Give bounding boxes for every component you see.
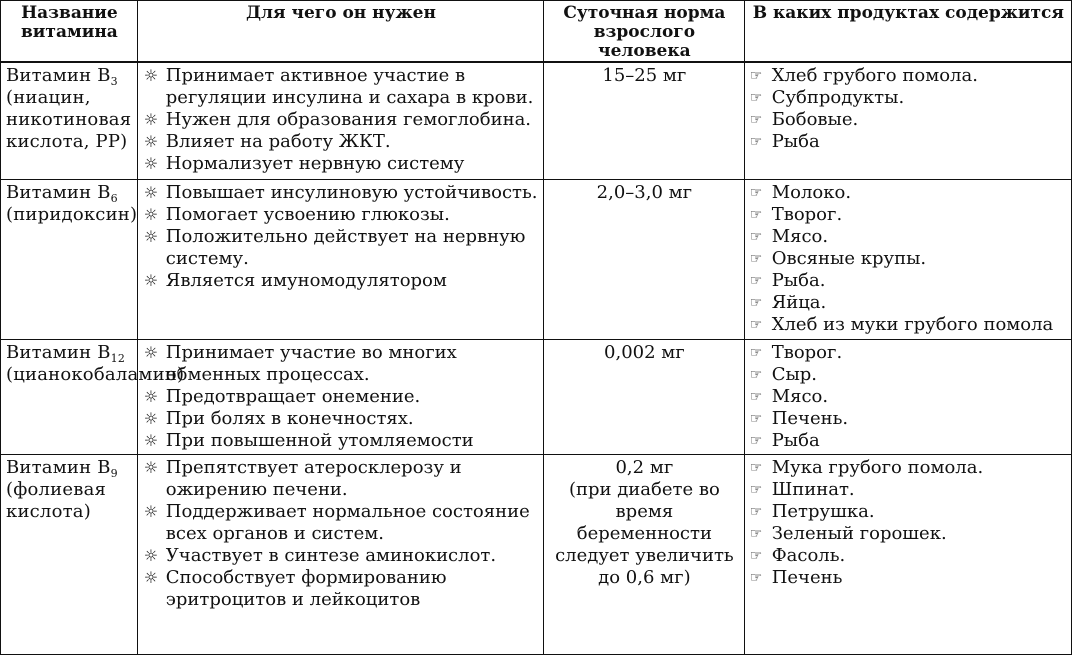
purpose-cell <box>137 454 543 654</box>
pointing-hand-icon: ☞ <box>749 503 763 520</box>
table-row <box>1 339 1072 454</box>
vitamin-subscript: 6 <box>110 191 118 205</box>
purpose-text: При повышенной утомляемости <box>165 429 474 451</box>
list-item <box>143 501 539 545</box>
food-text: Молоко. <box>771 181 852 203</box>
food-text: Печень. <box>771 407 849 429</box>
food-text: Яйца. <box>771 291 827 313</box>
list-item <box>143 270 539 292</box>
purpose-text: Поддерживает нормальное состояние всех органов и систем. <box>165 500 530 544</box>
foods-list <box>750 342 1067 452</box>
daily-norm: 15–25 мг <box>602 65 687 86</box>
list-item <box>750 182 1067 204</box>
purpose-list <box>143 342 539 452</box>
purpose-list <box>143 182 539 292</box>
foods-cell <box>744 62 1071 179</box>
sun-bullet-icon: ☼ <box>143 66 159 85</box>
table-row <box>1 62 1072 179</box>
food-text: Субпродукты. <box>771 87 905 108</box>
sun-bullet-icon: ☼ <box>143 204 159 224</box>
food-text: Сыр. <box>771 363 818 385</box>
list-item <box>143 153 539 175</box>
vitamin-name-cell <box>1 62 138 179</box>
vitamin-name: Витамин B <box>6 65 111 86</box>
foods-list <box>750 65 1067 153</box>
list-item <box>750 314 1067 336</box>
purpose-text: Положительно действует на нервную систему. <box>165 225 526 269</box>
list-item <box>750 204 1067 226</box>
list-item <box>750 131 1067 153</box>
list-item <box>750 226 1067 248</box>
pointing-hand-icon: ☞ <box>749 432 763 449</box>
purpose-cell <box>137 62 543 179</box>
purpose-text: Является имуномодулятором <box>165 269 447 291</box>
sun-bullet-icon: ☼ <box>143 501 159 521</box>
vitamin-alt-name: (цианокобаламин) <box>6 363 185 385</box>
sun-bullet-icon: ☼ <box>143 408 159 428</box>
foods-list <box>750 457 1067 589</box>
sun-bullet-icon: ☼ <box>143 226 159 246</box>
sun-bullet-icon: ☼ <box>143 386 159 406</box>
sun-bullet-icon: ☼ <box>143 342 159 362</box>
header-foods: В каких продуктах содержится <box>744 1 1071 63</box>
list-item <box>750 501 1067 523</box>
list-item <box>143 342 539 386</box>
daily-norm-note: (при диабете во время беременности следует увеличить до 0,6 мг) <box>555 478 734 588</box>
list-item <box>750 65 1067 87</box>
food-text: Мука грубого помола. <box>771 456 984 478</box>
purpose-text: Принимает активное участие в регуляции инсулина и сахара в крови. <box>165 65 534 108</box>
list-item <box>143 204 539 226</box>
table-header-row <box>1 1 1072 63</box>
pointing-hand-icon: ☞ <box>749 250 763 267</box>
pointing-hand-icon: ☞ <box>749 184 763 201</box>
sun-bullet-icon: ☼ <box>143 132 159 151</box>
pointing-hand-icon: ☞ <box>749 228 763 245</box>
vitamin-subscript: 9 <box>110 466 118 480</box>
food-text: Мясо. <box>771 225 829 247</box>
daily-norm: 2,0–3,0 мг <box>596 181 693 203</box>
vitamin-name-cell <box>1 454 138 654</box>
list-item <box>143 408 539 430</box>
vitamin-name-cell <box>1 179 138 339</box>
pointing-hand-icon: ☞ <box>749 366 763 383</box>
norm-cell <box>544 62 745 179</box>
list-item <box>143 386 539 408</box>
vitamin-subscript: 3 <box>110 75 118 88</box>
purpose-text: Принимает участие во многих обменных процессах. <box>165 341 457 385</box>
list-item <box>750 364 1067 386</box>
list-item <box>143 226 539 270</box>
purpose-text: Препятствует атеросклерозу и ожирению печени. <box>165 456 462 500</box>
list-item <box>143 457 539 501</box>
list-item <box>143 65 539 109</box>
list-item <box>750 545 1067 567</box>
daily-norm: 0,002 мг <box>604 341 685 363</box>
food-text: Рыба <box>771 131 820 152</box>
sun-bullet-icon: ☼ <box>143 430 159 450</box>
pointing-hand-icon: ☞ <box>749 481 763 498</box>
vitamin-name: Витамин B <box>6 181 111 203</box>
list-item <box>750 457 1067 479</box>
daily-norm: 0,2 мг <box>615 456 674 478</box>
pointing-hand-icon: ☞ <box>749 134 763 150</box>
purpose-text: Участвует в синтезе аминокислот. <box>165 544 497 566</box>
list-item <box>750 408 1067 430</box>
purpose-text: Нужен для образования гемоглобина. <box>165 109 532 130</box>
pointing-hand-icon: ☞ <box>749 272 763 289</box>
pointing-hand-icon: ☞ <box>749 90 763 106</box>
sun-bullet-icon: ☼ <box>143 457 159 477</box>
food-text: Творог. <box>771 341 843 363</box>
list-item <box>143 545 539 567</box>
list-item <box>750 386 1067 408</box>
sun-bullet-icon: ☼ <box>143 182 159 202</box>
list-item <box>143 131 539 153</box>
purpose-text: Способствует формированию эритроцитов и лейкоцитов <box>165 566 447 610</box>
vitamin-subscript: 12 <box>110 351 126 365</box>
list-item <box>750 567 1067 589</box>
sun-bullet-icon: ☼ <box>143 567 159 587</box>
foods-cell <box>744 454 1071 654</box>
pointing-hand-icon: ☞ <box>749 547 763 564</box>
list-item <box>750 430 1067 452</box>
pointing-hand-icon: ☞ <box>749 294 763 311</box>
purpose-text: Помогает усвоению глюкозы. <box>165 203 450 225</box>
pointing-hand-icon: ☞ <box>749 459 763 476</box>
list-item <box>143 430 539 452</box>
purpose-text: Влияет на работу ЖКТ. <box>165 131 391 152</box>
table-row <box>1 454 1072 654</box>
purpose-text: Предотвращает онемение. <box>165 385 421 407</box>
pointing-hand-icon: ☞ <box>749 206 763 223</box>
pointing-hand-icon: ☞ <box>749 112 763 128</box>
header-purpose: Для чего он нужен <box>137 1 543 63</box>
food-text: Бобовые. <box>771 109 859 130</box>
list-item <box>750 248 1067 270</box>
header-norm: Суточная норма взрослого человека <box>544 1 745 63</box>
list-item <box>750 479 1067 501</box>
sun-bullet-icon: ☼ <box>143 270 159 290</box>
purpose-text: При болях в конечностях. <box>165 407 414 429</box>
food-text: Печень <box>771 566 843 588</box>
vitamin-name-cell <box>1 339 185 454</box>
food-text: Рыба <box>771 429 820 451</box>
vitamin-alt-name: (фолиевая кислота) <box>6 478 107 522</box>
list-item <box>143 567 539 611</box>
food-text: Петрушка. <box>771 500 875 522</box>
food-text: Фасоль. <box>771 544 846 566</box>
purpose-list <box>143 457 539 611</box>
purpose-cell <box>137 339 543 454</box>
pointing-hand-icon: ☞ <box>749 68 763 84</box>
list-item <box>143 109 539 131</box>
list-item <box>143 182 539 204</box>
food-text: Рыба. <box>771 269 826 291</box>
food-text: Хлеб из муки грубого помола <box>771 313 1054 335</box>
vitamin-alt-name: (ниацин, никотиновая кислота, PP) <box>6 87 132 152</box>
norm-cell <box>544 454 745 654</box>
purpose-list <box>143 65 539 175</box>
sun-bullet-icon: ☼ <box>143 110 159 129</box>
food-text: Овсяные крупы. <box>771 247 927 269</box>
norm-cell <box>544 339 745 454</box>
purpose-text: Повышает инсулиновую устойчивость. <box>165 181 538 203</box>
vitamin-alt-name: (пиридоксин) <box>6 203 138 225</box>
food-text: Творог. <box>771 203 843 225</box>
foods-cell <box>744 339 1071 454</box>
table-row <box>1 179 1072 339</box>
foods-list <box>750 182 1067 336</box>
list-item <box>750 292 1067 314</box>
purpose-cell <box>137 179 543 339</box>
pointing-hand-icon: ☞ <box>749 388 763 405</box>
list-item <box>750 523 1067 545</box>
pointing-hand-icon: ☞ <box>749 569 763 586</box>
norm-cell <box>544 179 745 339</box>
food-text: Зеленый горошек. <box>771 522 947 544</box>
food-text: Шпинат. <box>771 478 855 500</box>
pointing-hand-icon: ☞ <box>749 316 763 333</box>
list-item <box>750 109 1067 131</box>
vitamin-name: Витамин B <box>6 456 111 478</box>
list-item <box>750 270 1067 292</box>
pointing-hand-icon: ☞ <box>749 525 763 542</box>
list-item <box>750 87 1067 109</box>
purpose-text: Нормализует нервную систему <box>165 153 465 174</box>
header-name: Название витамина <box>1 1 138 63</box>
sun-bullet-icon: ☼ <box>143 154 159 173</box>
foods-cell <box>744 179 1071 339</box>
pointing-hand-icon: ☞ <box>749 344 763 361</box>
sun-bullet-icon: ☼ <box>143 545 159 565</box>
food-text: Мясо. <box>771 385 829 407</box>
vitamin-name: Витамин B <box>6 341 111 363</box>
food-text: Хлеб грубого помола. <box>771 65 978 86</box>
pointing-hand-icon: ☞ <box>749 410 763 427</box>
list-item <box>750 342 1067 364</box>
